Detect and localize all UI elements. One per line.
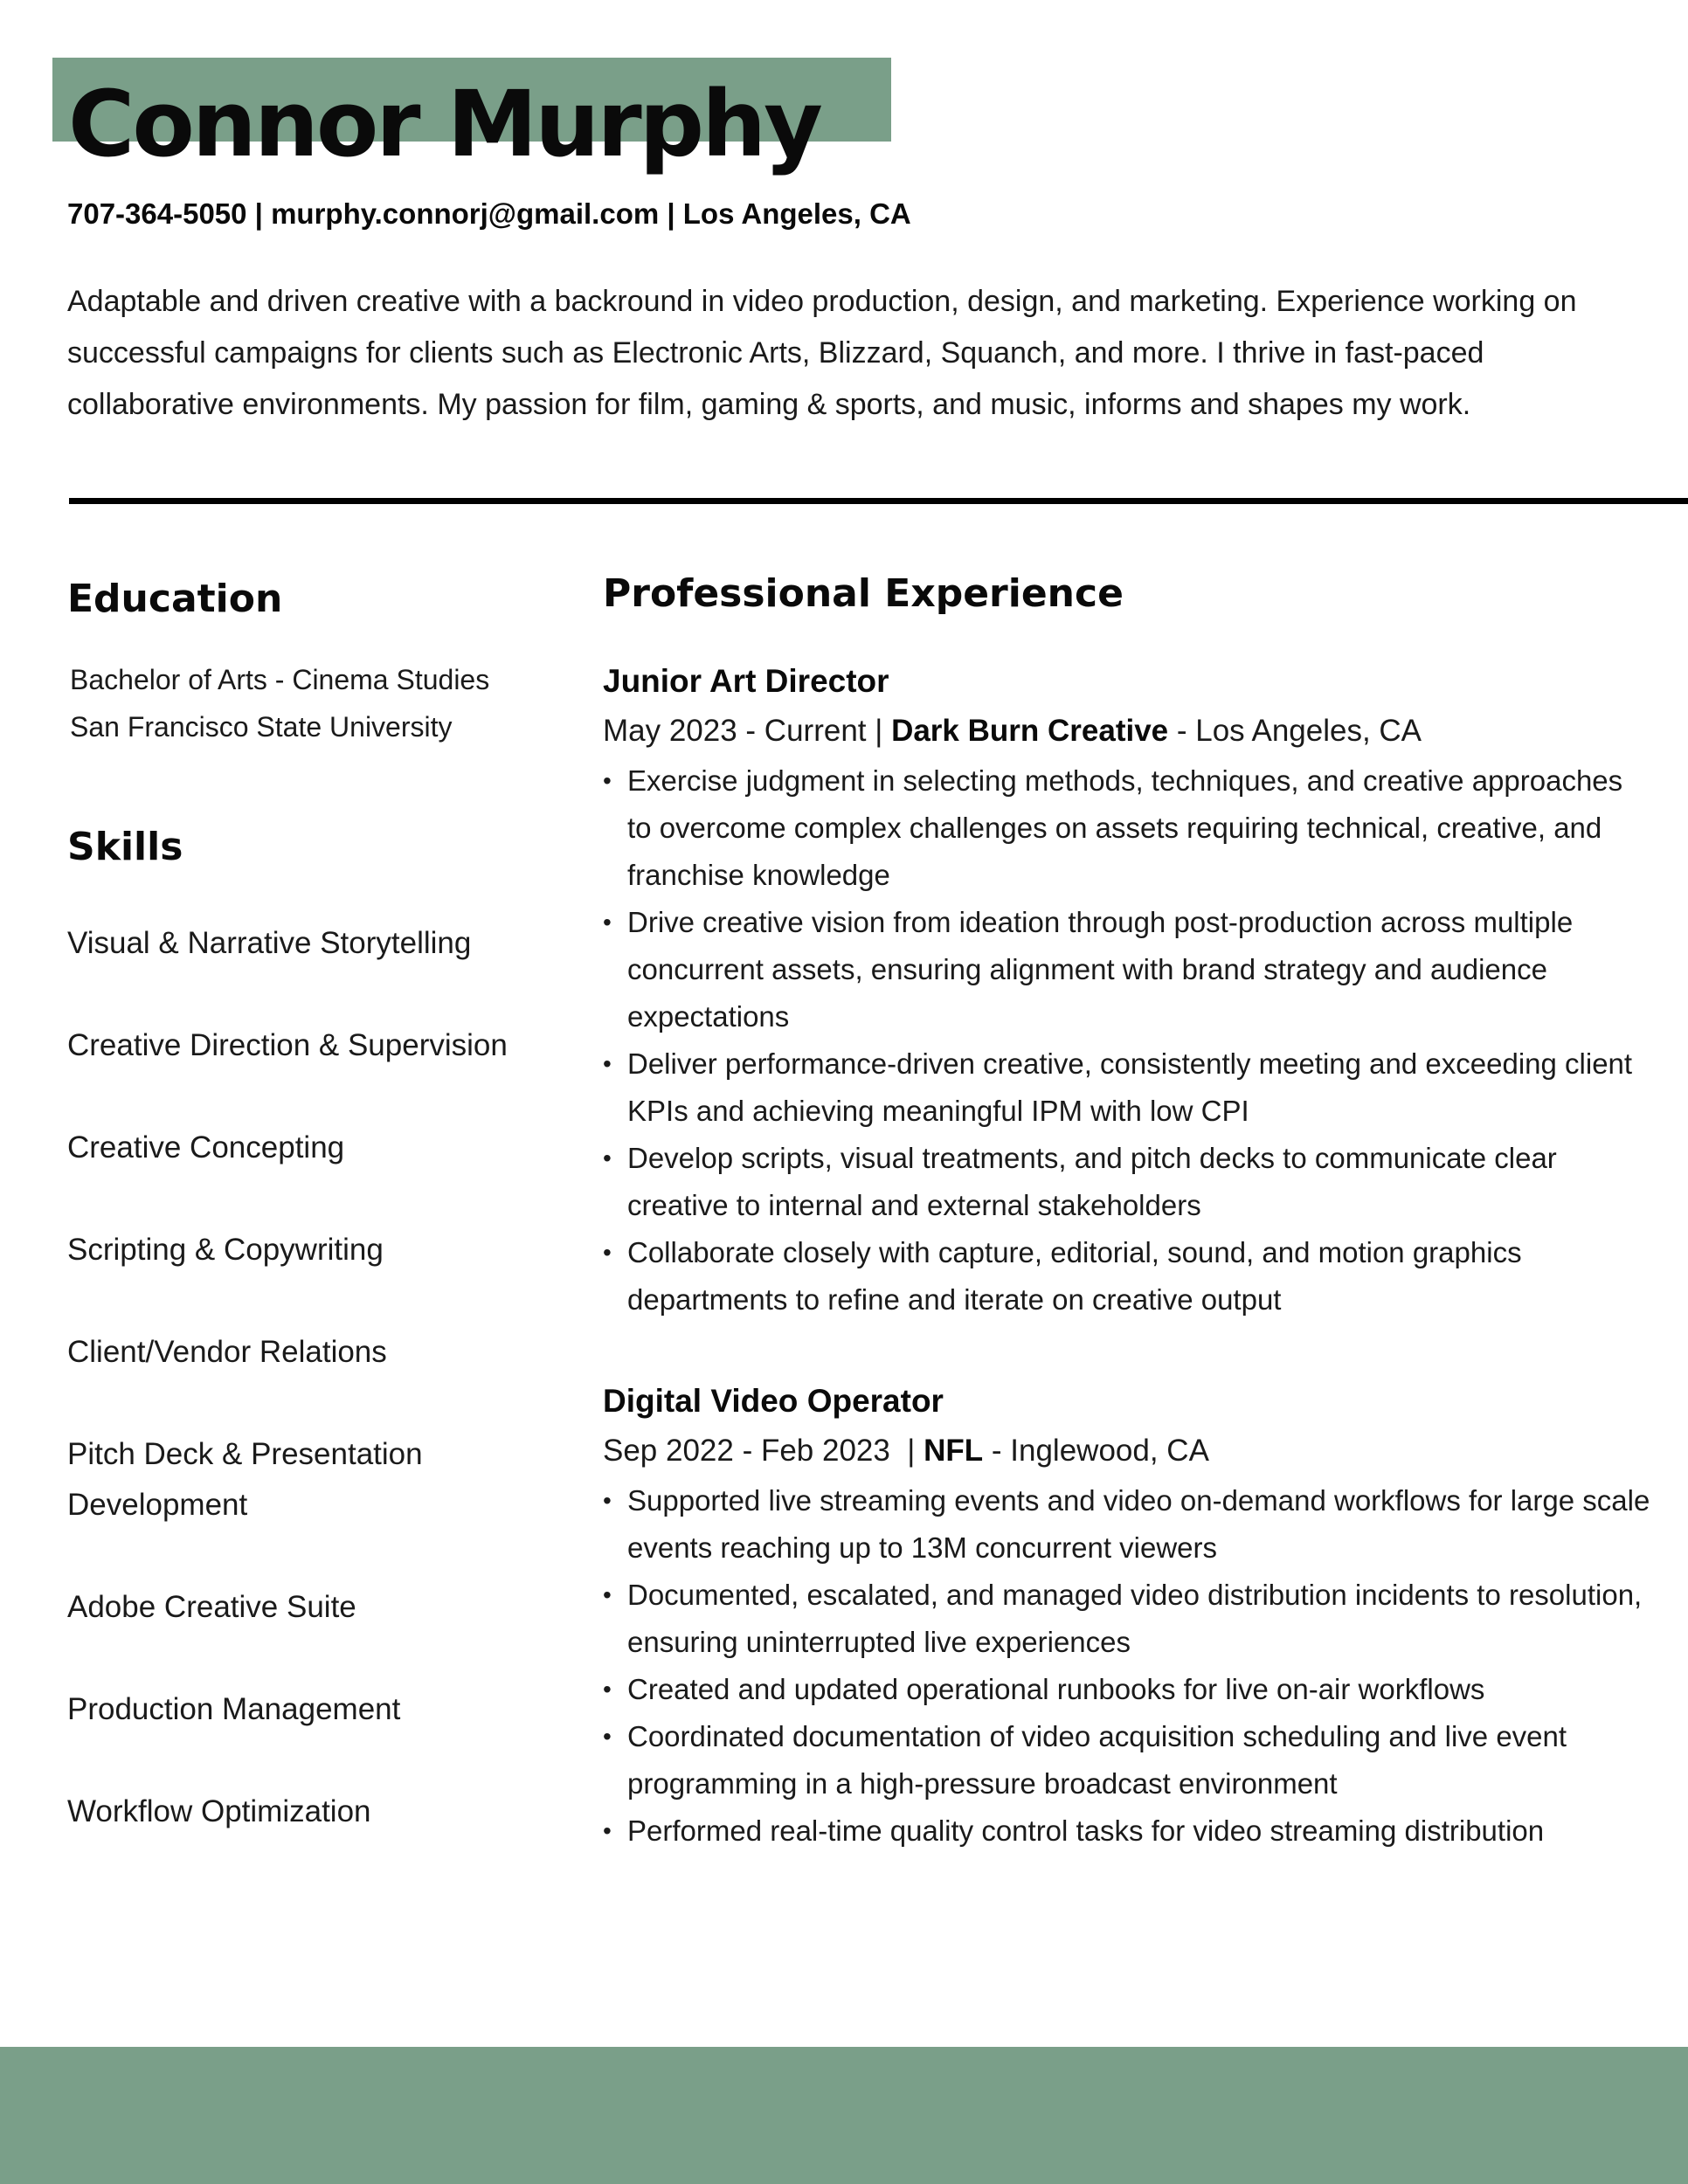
skill-item: Workflow Optimization	[67, 1794, 371, 1828]
job-dates: May 2023 - Current |	[603, 714, 892, 748]
skill-item: Creative Direction & Supervision	[67, 1028, 508, 1062]
job-bullet: • Created and updated operational runbooks for live on-air workflows	[603, 1666, 1651, 1713]
education-heading: Education	[67, 577, 283, 621]
skill-item: Adobe Creative Suite	[67, 1590, 356, 1624]
job-bullet: • Supported live streaming events and video on-demand workflows for large scale events reaching up to 13M concurrent viewers	[603, 1477, 1651, 1572]
job-bullets	[603, 1477, 1651, 1855]
job-meta	[603, 1425, 1651, 1477]
education-school: San Francisco State University	[70, 711, 453, 743]
job-bullet: • Collaborate closely with capture, editorial, sound, and motion graphics departments to refine and iterate on creative output	[603, 1229, 1651, 1324]
job-location: - Los Angeles, CA	[1168, 714, 1422, 748]
job-bullet: • Drive creative vision from ideation through post-production across multiple concurrent assets, ensuring alignment with brand strategy and audience expectations	[603, 899, 1651, 1040]
job-bullet: • Coordinated documentation of video acquisition scheduling and live event programming in a high-pressure broadcast environment	[603, 1713, 1651, 1807]
job-bullet: • Develop scripts, visual treatments, and pitch decks to communicate clear creative to internal and external stakeholders	[603, 1135, 1651, 1229]
skill-item: Scripting & Copywriting	[67, 1233, 384, 1267]
education-degree: Bachelor of Arts - Cinema Studies	[70, 664, 490, 695]
section-divider	[69, 498, 1688, 504]
job-dates: Sep 2022 - Feb 2023 |	[603, 1434, 924, 1468]
job-title: Junior Art Director	[603, 663, 889, 699]
skill-item: Creative Concepting	[67, 1130, 345, 1165]
skills-list	[67, 918, 591, 1837]
job-bullet: • Performed real-time quality control tasks for video streaming distribution	[603, 1807, 1651, 1855]
job-title: Digital Video Operator	[603, 1383, 944, 1419]
skills-heading: Skills	[67, 825, 183, 869]
job-location: - Inglewood, CA	[983, 1434, 1209, 1468]
job-meta	[603, 705, 1651, 757]
experience-heading: Professional Experience	[603, 571, 1124, 616]
job-bullets	[603, 757, 1651, 1324]
skill-item: Production Management	[67, 1692, 401, 1726]
summary-paragraph: Adaptable and driven creative with a backround in video production, design, and marketing. Experience working on successful campaigns for clients such as Electronic Arts, Blizzard, Squanch, and more. I thrive in fast-paced collaborative environments. My passion for film, gaming & sports, and music, informs and shapes my work.	[67, 285, 1577, 421]
job-entry	[603, 1378, 1651, 1855]
skill-item: Pitch Deck & Presentation Development	[67, 1437, 423, 1522]
skill-item: Visual & Narrative Storytelling	[67, 926, 472, 960]
right-column	[603, 571, 1651, 1855]
footer-band	[0, 2047, 1688, 2184]
job-entry	[603, 658, 1651, 1324]
education-entry	[67, 656, 591, 750]
job-bullet: • Exercise judgment in selecting methods, techniques, and creative approaches to overcome complex challenges on assets requiring technical, creative, and franchise knowledge	[603, 757, 1651, 899]
contact-line: 707-364-5050 | murphy.connorj@gmail.com | Los Angeles, CA	[67, 197, 911, 230]
skill-item: Client/Vendor Relations	[67, 1335, 387, 1369]
job-company: NFL	[924, 1434, 984, 1468]
job-bullet: • Documented, escalated, and managed video distribution incidents to resolution, ensuring uninterrupted live experiences	[603, 1572, 1651, 1666]
candidate-name: Connor Murphy	[68, 71, 820, 177]
left-column	[67, 577, 591, 1889]
job-bullet: • Deliver performance-driven creative, consistently meeting and exceeding client KPIs and achieving meaningful IPM with low CPI	[603, 1040, 1651, 1135]
job-company: Dark Burn Creative	[891, 714, 1169, 748]
